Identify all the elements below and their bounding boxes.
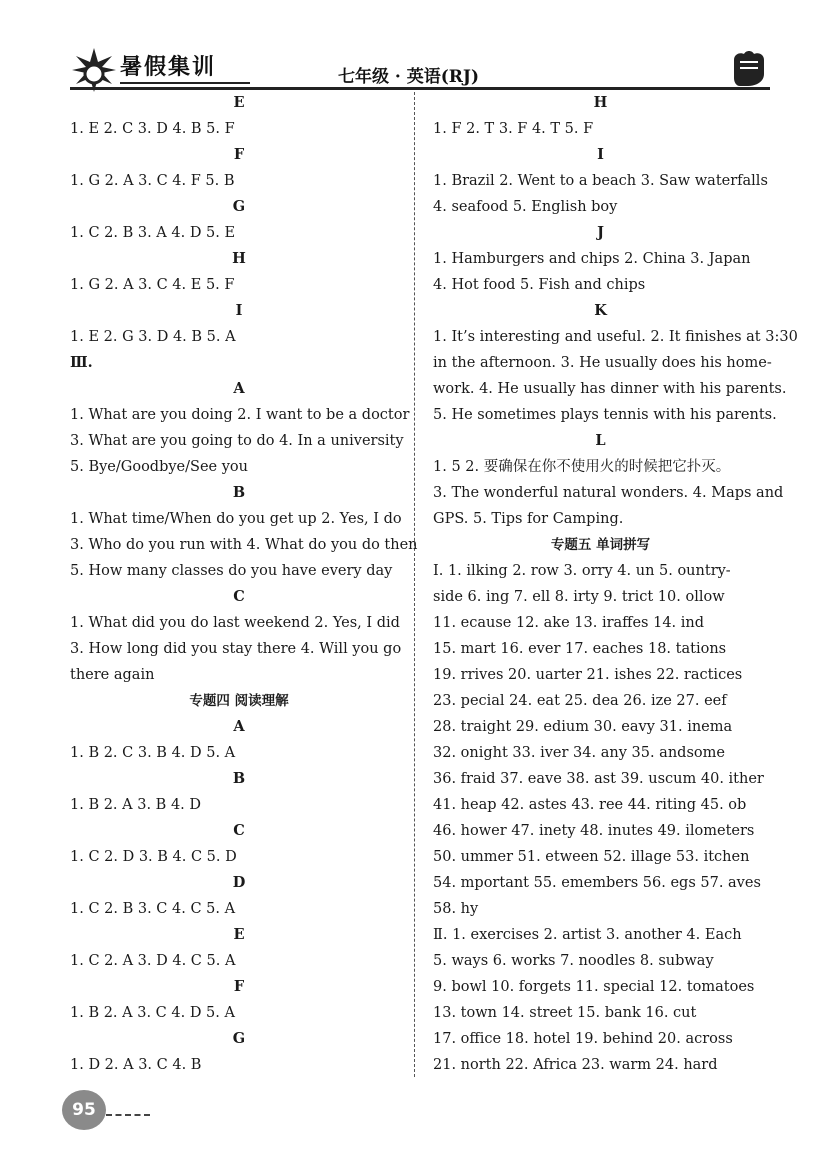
left-section-letter: B <box>232 484 246 501</box>
left-section-letter: G <box>232 198 246 215</box>
right-answer-line: 13. town 14. street 15. bank 16. cut <box>433 1005 697 1021</box>
right-topic-title: 专题五 单词拼写 <box>550 537 651 553</box>
left-section-letter: D <box>232 874 246 891</box>
left-answer-line: 1. C 2. B 3. A 4. D 5. E <box>70 225 236 241</box>
right-answer-line: 15. mart 16. ever 17. eaches 18. tations <box>433 641 727 657</box>
left-answer-line: 1. What time/When do you get up 2. Yes, I do <box>70 511 402 527</box>
left-answer-line: 1. What did you do last weekend 2. Yes, I did <box>70 615 400 631</box>
page-number-rule <box>106 1114 150 1116</box>
right-answer-line: 28. traight 29. edium 30. eavy 31. inema <box>433 719 733 735</box>
right-answer-line: 50. ummer 51. etween 52. illage 53. itchen <box>433 849 750 865</box>
left-section-letter: C <box>233 822 245 839</box>
left-answer-line: 1. G 2. A 3. C 4. E 5. F <box>70 277 235 293</box>
right-answer-line: 1. Brazil 2. Went to a beach 3. Saw waterfalls <box>433 173 768 189</box>
right-answer-line: 17. office 18. hotel 19. behind 20. across <box>433 1031 733 1047</box>
header-underline <box>120 82 250 84</box>
left-answer-line: 5. How many classes do you have every day <box>70 563 393 579</box>
right-answer-line: 4. Hot food 5. Fish and chips <box>433 277 646 293</box>
left-answer-line: 3. How long did you stay there 4. Will you go <box>70 641 402 657</box>
page-header <box>0 40 828 95</box>
left-section-letter: H <box>232 250 246 267</box>
right-answer-line: Ⅰ. 1. ilking 2. row 3. orry 4. un 5. ountry- <box>433 563 731 579</box>
right-section-letter: K <box>594 302 607 319</box>
left-section-letter: B <box>232 770 246 787</box>
right-section-letter: H <box>593 94 608 111</box>
right-answer-line: 1. It’s interesting and useful. 2. It finishes at 3:30 <box>433 329 798 345</box>
left-section-letter: E <box>233 926 245 943</box>
right-answer-line: side 6. ing 7. ell 8. irty 9. trict 10. ollow <box>433 589 725 605</box>
right-answer-line: 23. pecial 24. eat 25. dea 26. ize 27. eef <box>433 693 727 709</box>
left-answer-line: 1. B 2. A 3. C 4. D 5. A <box>70 1005 235 1021</box>
right-answer-line: 54. mportant 55. emembers 56. egs 57. aves <box>433 875 761 891</box>
left-answer-line: 1. C 2. D 3. B 4. C 5. D <box>70 849 237 865</box>
right-answer-line: 4. seafood 5. English boy <box>433 199 618 215</box>
right-answer-line: GPS. 5. Tips for Camping. <box>433 511 624 527</box>
left-section-letter: A <box>233 718 245 735</box>
right-answer-line: Ⅱ. 1. exercises 2. artist 3. another 4. Each <box>433 927 742 943</box>
right-answer-line: work. 4. He usually has dinner with his parents. <box>433 381 787 397</box>
left-section-letter: C <box>233 588 245 605</box>
column-divider <box>414 92 415 1077</box>
left-answer-line: 1. G 2. A 3. C 4. F 5. B <box>70 173 235 189</box>
right-answer-line: 19. rrives 20. uarter 21. ishes 22. ractices <box>433 667 743 683</box>
left-answer-line: 1. B 2. C 3. B 4. D 5. A <box>70 745 236 761</box>
right-answer-line: 41. heap 42. astes 43. ree 44. riting 45. ob <box>433 797 747 813</box>
right-answer-line: 11. ecause 12. ake 13. iraffes 14. ind <box>433 615 705 631</box>
left-answer-line: 1. D 2. A 3. C 4. B <box>70 1057 202 1073</box>
left-section-letter: A <box>233 380 245 397</box>
left-answer-line: 1. C 2. A 3. D 4. C 5. A <box>70 953 236 969</box>
right-answer-line: 46. hower 47. inety 48. inutes 49. ilometers <box>433 823 755 839</box>
left-answer-line: 5. Bye/Goodbye/See you <box>70 459 248 475</box>
right-answer-line: 36. fraid 37. eave 38. ast 39. uscum 40. ither <box>433 771 764 787</box>
grade-subject-title: 七年级 · 英语(RJ) <box>338 67 480 87</box>
left-answer-column <box>70 90 418 1078</box>
right-answer-line: 58. hy <box>433 901 479 917</box>
right-answer-line: 3. The wonderful natural wonders. 4. Maps and <box>433 485 784 501</box>
right-answer-line: 1. 5 2. 要确保在你不使用火的时候把它扑灭。 <box>433 459 731 475</box>
page-number: 95 <box>62 1090 106 1130</box>
right-answer-line: 5. ways 6. works 7. noodles 8. subway <box>433 953 714 969</box>
right-section-letter: J <box>597 224 604 241</box>
fist-icon <box>728 46 768 90</box>
right-answer-column <box>433 90 798 1078</box>
left-section-letter: I <box>235 302 243 319</box>
left-section-letter: F <box>233 146 245 163</box>
left-topic-title: 专题四 阅读理解 <box>189 693 289 709</box>
left-answer-line: 1. C 2. B 3. C 4. C 5. A <box>70 901 236 917</box>
right-answer-line: 32. onight 33. iver 34. any 35. andsome <box>433 745 725 761</box>
right-section-letter: I <box>597 146 604 163</box>
left-answer-line: 1. What are you doing 2. I want to be a doctor <box>70 407 410 423</box>
starburst-logo-icon <box>72 48 116 92</box>
right-answer-line: 1. F 2. T 3. F 4. T 5. F <box>433 121 594 137</box>
left-section-letter: F <box>233 978 245 995</box>
left-section-letter: E <box>233 94 245 111</box>
left-answer-line: 1. E 2. G 3. D 4. B 5. A <box>70 329 236 345</box>
left-answer-line: there again <box>70 667 155 683</box>
right-answer-line: in the afternoon. 3. He usually does his home- <box>433 355 772 371</box>
left-answer-line: 3. What are you going to do 4. In a university <box>70 433 404 449</box>
left-answer-line: 1. E 2. C 3. D 4. B 5. F <box>70 121 235 137</box>
right-answer-line: 21. north 22. Africa 23. warm 24. hard <box>433 1057 718 1073</box>
series-title: 暑假集训 <box>120 54 217 80</box>
right-section-letter: L <box>595 432 606 449</box>
left-answer-line: 3. Who do you run with 4. What do you do then <box>70 537 418 553</box>
right-answer-line: 1. Hamburgers and chips 2. China 3. Japan <box>433 251 751 267</box>
right-answer-line: 5. He sometimes plays tennis with his parents. <box>433 407 777 423</box>
left-answer-line: 1. B 2. A 3. B 4. D <box>70 797 202 813</box>
right-answer-line: 9. bowl 10. forgets 11. special 12. tomatoes <box>433 979 755 995</box>
left-part-numeral: Ⅲ. <box>70 354 93 371</box>
left-section-letter: G <box>232 1030 246 1047</box>
